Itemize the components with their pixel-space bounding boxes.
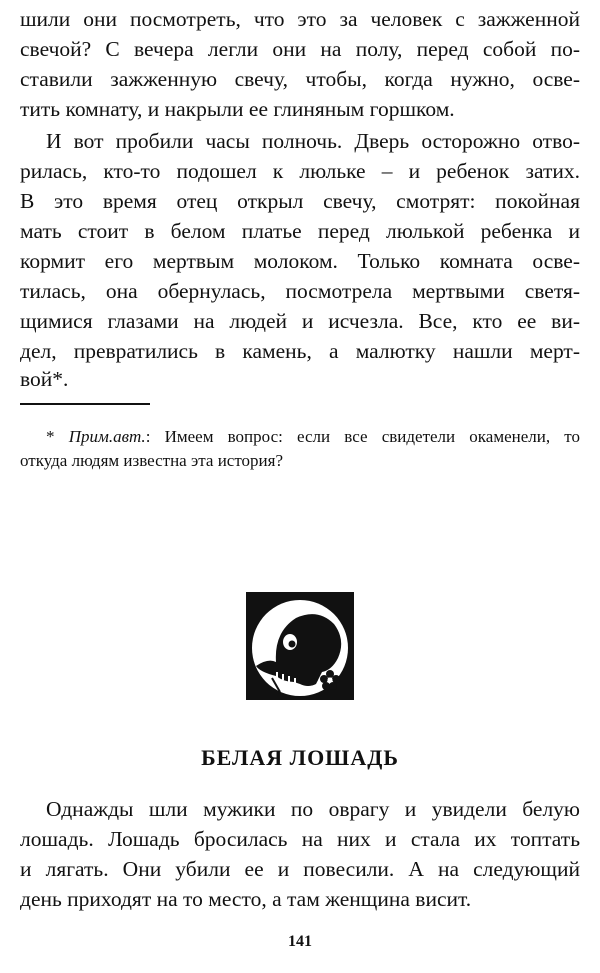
footnote-label: Прим.авт. <box>68 427 146 446</box>
footnote-line: откуда людям известна эта история? <box>20 451 284 470</box>
text-line: кормит его мертвым молоком. Только комната осве- <box>20 249 580 273</box>
footnote-divider <box>20 403 150 405</box>
text-line: день приходят на то место, а там женщина висит. <box>20 887 472 911</box>
text-line: щимися глазами на людей и исчезла. Все, кто ее ви- <box>20 309 580 333</box>
footnote-text: : Имеем вопрос: если все свидетели окаменели, то <box>145 427 581 446</box>
text-line: мать стоит в белом платье перед люлькой ребенка и <box>20 219 580 243</box>
story-title: БЕЛАЯ ЛОШАДЬ <box>201 745 399 770</box>
text-line: В это время отец открыл свечу, смотрят: покойная <box>20 189 580 213</box>
skull-with-flower-icon <box>246 592 354 700</box>
footnote-line <box>46 425 580 449</box>
page-number: 141 <box>288 933 312 950</box>
text-line: шили они посмотреть, что это за человек с зажженной <box>20 7 580 31</box>
text-line: и лягать. Они убили ее и повесили. А на следующий <box>20 857 580 881</box>
text-line: ставили зажженную свечу, чтобы, когда нужно, осве- <box>20 67 580 91</box>
text-line: вой*. <box>20 367 69 391</box>
footnote-marker: * <box>46 427 69 446</box>
text-line: тить комнату, и накрыли ее глиняным горшком. <box>20 97 455 121</box>
text-line: И вот пробили часы полночь. Дверь осторожно отво- <box>46 129 580 153</box>
text-line: тилась, она обернулась, посмотрела мертвыми светя- <box>20 279 580 303</box>
text-line: Однажды шли мужики по оврагу и увидели белую <box>46 797 580 821</box>
text-line: лошадь. Лошадь бросилась на них и стала их топтать <box>20 827 580 851</box>
text-line: дел, превратились в камень, а малютку нашли мерт- <box>20 339 580 363</box>
text-line: свечой? С вечера легли они на полу, перед собой по- <box>20 37 580 61</box>
text-line: рилась, кто-то подошел к люльке – и ребенок затих. <box>20 159 580 183</box>
